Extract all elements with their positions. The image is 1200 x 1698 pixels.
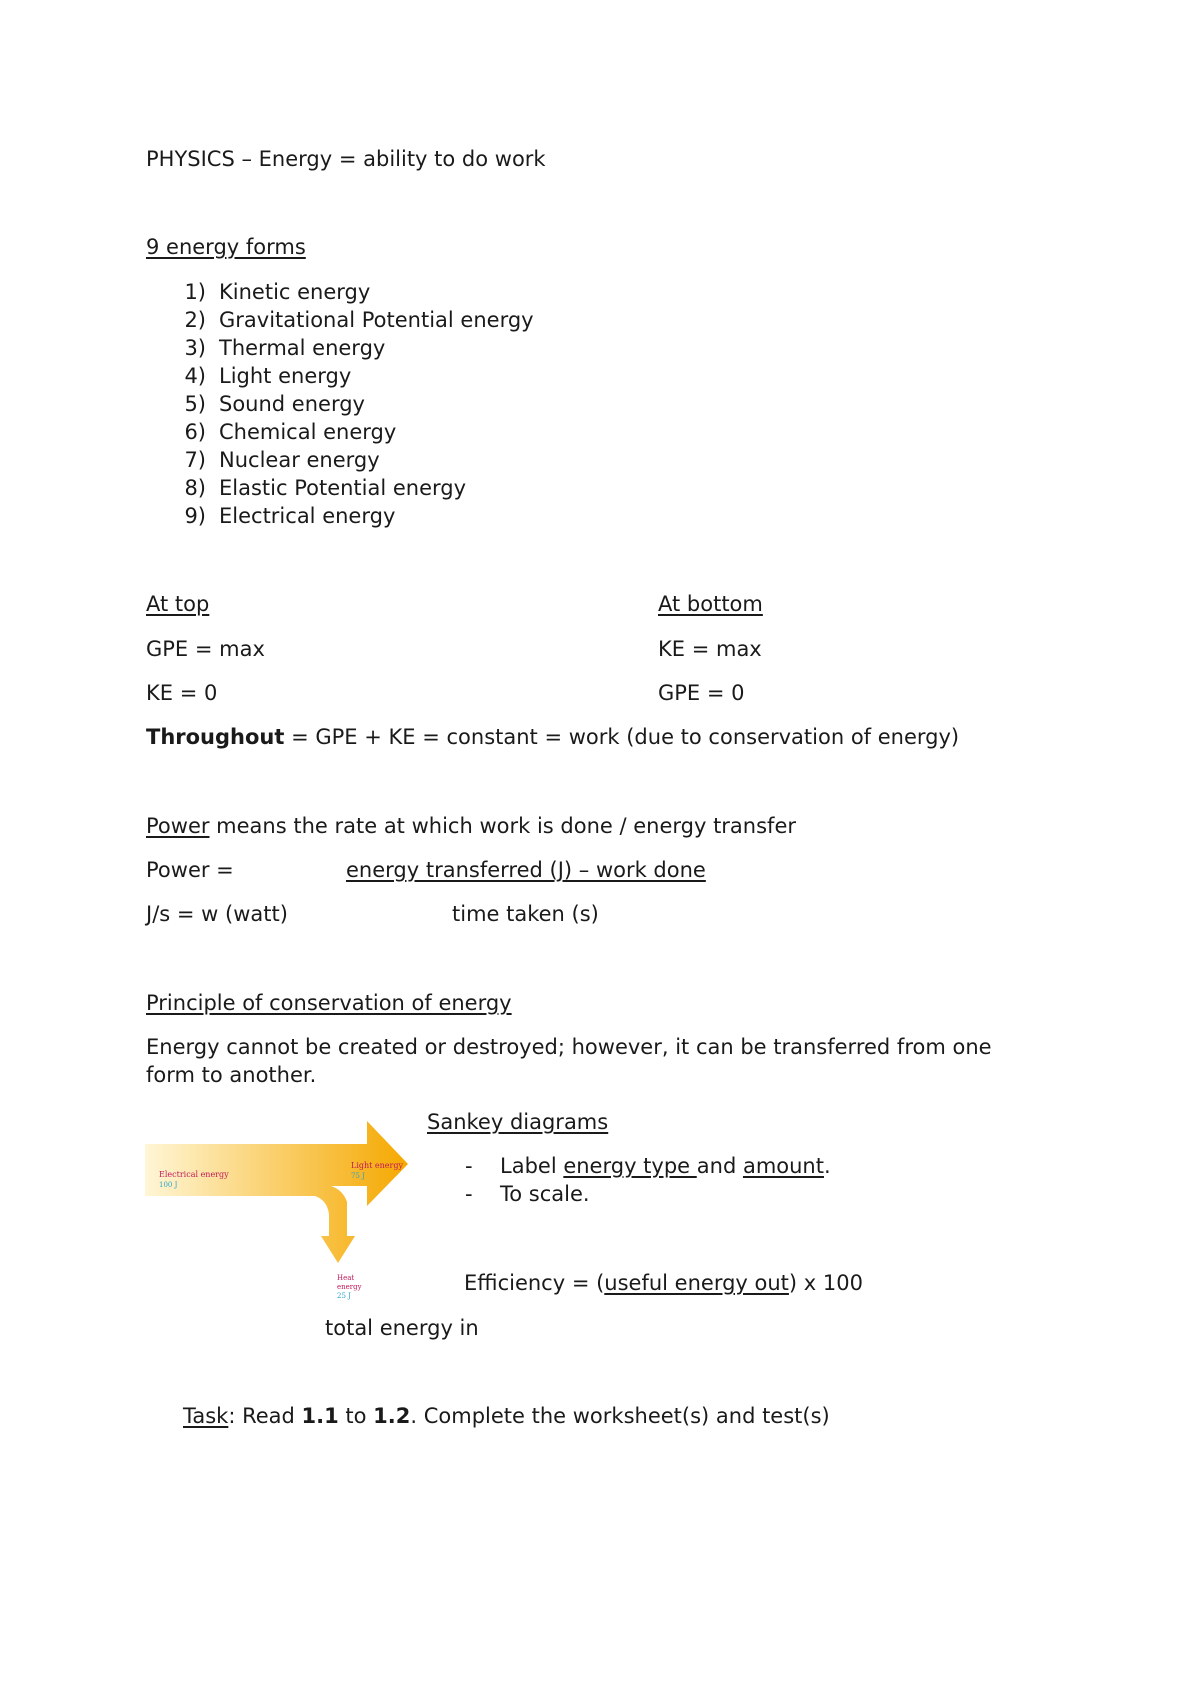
- energy-form-item: Chemical energy: [219, 420, 397, 444]
- energy-form-number: 3): [184, 336, 206, 360]
- power-numerator: energy transferred (J) – work done: [346, 858, 706, 882]
- energy-form-number: 1): [184, 280, 206, 304]
- energy-form-number: 8): [184, 476, 206, 500]
- sankey-bullet-1: [500, 1153, 831, 1179]
- conservation-heading: Principle of conservation of energy: [146, 991, 512, 1015]
- throughout-line: [146, 724, 959, 750]
- power-definition-text: means the rate at which work is done / energy transfer: [209, 814, 797, 838]
- energy-form-item: Light energy: [219, 364, 352, 388]
- sankey-waste-label-2: energy: [337, 1283, 362, 1291]
- efficiency-post: ) x 100: [788, 1271, 863, 1295]
- energy-forms-heading: 9 energy forms: [146, 235, 306, 259]
- conservation-line-2: form to another.: [146, 1063, 317, 1087]
- task-text-1: : Read: [228, 1404, 302, 1428]
- sankey-output-label: Light energy: [351, 1161, 403, 1170]
- energy-form-item: Thermal energy: [219, 336, 386, 360]
- page-title: PHYSICS – Energy = ability to do work: [146, 147, 546, 171]
- efficiency-formula: [464, 1270, 863, 1296]
- sankey-heading: Sankey diagrams: [427, 1110, 609, 1134]
- at-bottom-ke: KE = max: [658, 637, 762, 661]
- task-bold-1: 1.1: [301, 1404, 339, 1428]
- task-text-3: . Complete the worksheet(s) and test(s): [410, 1404, 830, 1428]
- energy-form-number: 5): [184, 392, 206, 416]
- sankey-arrow: [145, 1121, 408, 1263]
- sankey-bullet-dash-2: -: [465, 1182, 473, 1206]
- power-definition: [146, 813, 796, 839]
- bullet1-pre: Label: [500, 1154, 564, 1178]
- efficiency-pre: Efficiency = (: [464, 1271, 605, 1295]
- throughout-bold: Throughout: [146, 725, 285, 749]
- at-top-heading: At top: [146, 592, 210, 616]
- task-word: Task: [183, 1404, 229, 1428]
- energy-form-item: Sound energy: [219, 392, 365, 416]
- at-bottom-heading: At bottom: [658, 592, 763, 616]
- sankey-waste-label-1: Heat: [337, 1274, 355, 1282]
- sankey-waste-value: 25 J: [337, 1292, 351, 1300]
- power-formula-lhs: Power =: [146, 858, 234, 882]
- energy-form-number: 7): [184, 448, 206, 472]
- power-word: Power: [146, 814, 210, 838]
- energy-form-item: Electrical energy: [219, 504, 396, 528]
- efficiency-useful: useful energy out: [604, 1271, 789, 1295]
- efficiency-denominator: total energy in: [325, 1316, 479, 1340]
- at-top-gpe: GPE = max: [146, 637, 265, 661]
- sankey-input-value: 100 J: [159, 1181, 178, 1189]
- at-bottom-gpe: GPE = 0: [658, 681, 745, 705]
- power-denominator: time taken (s): [452, 902, 599, 926]
- energy-form-item: Gravitational Potential energy: [219, 308, 534, 332]
- bullet1-amount: amount: [742, 1154, 824, 1178]
- energy-form-number: 2): [184, 308, 206, 332]
- bullet1-mid: and: [696, 1154, 743, 1178]
- energy-form-number: 4): [184, 364, 206, 388]
- bullet1-end: .: [823, 1154, 831, 1178]
- power-unit: J/s = w (watt): [146, 902, 288, 926]
- energy-form-item: Kinetic energy: [219, 280, 371, 304]
- task-bold-2: 1.2: [373, 1404, 411, 1428]
- sankey-bullet-2: To scale.: [500, 1182, 590, 1206]
- sankey-diagram: [145, 1116, 415, 1306]
- energy-form-number: 9): [184, 504, 206, 528]
- energy-form-number: 6): [184, 420, 206, 444]
- energy-form-item: Nuclear energy: [219, 448, 380, 472]
- conservation-line-1: Energy cannot be created or destroyed; however, it can be transferred from one: [146, 1035, 992, 1059]
- throughout-text: = GPE + KE = constant = work (due to conservation of energy): [284, 725, 960, 749]
- sankey-input-label: Electrical energy: [159, 1170, 229, 1179]
- sankey-bullet-dash-1: -: [465, 1154, 473, 1178]
- energy-form-item: Elastic Potential energy: [219, 476, 467, 500]
- task-text-2: to: [338, 1404, 374, 1428]
- bullet1-energy-type: energy type: [563, 1154, 697, 1178]
- sankey-output-value: 75 J: [351, 1172, 365, 1180]
- at-top-ke: KE = 0: [146, 681, 218, 705]
- task-line: [183, 1403, 830, 1429]
